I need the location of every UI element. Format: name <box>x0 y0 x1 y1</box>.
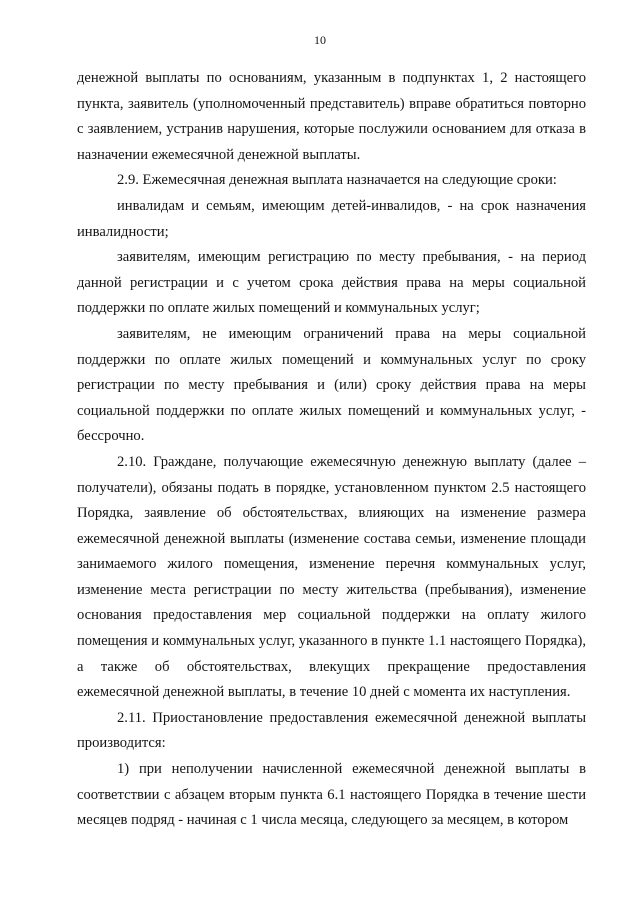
document-body <box>77 66 586 834</box>
paragraph-2-9: 2.9. Ежемесячная денежная выплата назначается на следующие сроки: <box>117 172 557 189</box>
paragraph-2-10: 2.10. Граждане, получающие ежемесячную денежную выплату (далее – получатели), обязаны подать в порядке, установленном пунктом 2.5 настоящего Порядка, заявление об обстоятельствах, влияющих на изменение размера ежемесячной денежной выплаты (изменение состава семьи, изменение площади занимаемого жилого помещения, изменение перечня коммунальных услуг, изменение места регистрации по месту жительства (пребывания), изменение основания предоставления мер социальной поддержки на оплату жилого помещения и коммунальных услуг, указанного в пункте 1.1 настоящего Порядка), а также об обстоятельствах, влекущих прекращение предоставления ежемесячной денежной выплаты, в течение 10 дней с момента их наступления. <box>77 453 586 701</box>
paragraph-invalids-term: инвалидам и семьям, имеющим детей-инвалидов, - на срок назначения инвалидности; <box>77 197 586 240</box>
paragraph-continuation: денежной выплаты по основаниям, указанным в подпунктах 1, 2 настоящего пункта, заявитель (уполномоченный представитель) вправе обратиться повторно с заявлением, устранив нарушения, которые послужили основанием для отказа в назначении ежемесячной денежной выплаты. <box>77 70 586 163</box>
paragraph-2-11: 2.11. Приостановление предоставления ежемесячной денежной выплаты производится: <box>77 709 586 752</box>
paragraph-2-11-item-1: 1) при неполучении начисленной ежемесячной денежной выплаты в соответствии с абзацем вторым пункта 6.1 настоящего Порядка в течение шести месяцев подряд - начиная с 1 числа месяца, следующего за месяцем, в котором <box>77 761 586 829</box>
page-number: 10 <box>314 33 326 47</box>
paragraph-temporary-registration-term: заявителям, имеющим регистрацию по месту пребывания, - на период данной регистрации и с учетом срока действия права на меры социальной поддержки по оплате жилых помещений и коммунальных услуг; <box>77 249 586 317</box>
paragraph-unlimited-term: заявителям, не имеющим ограничений права на меры социальной поддержки по оплате жилых помещений и коммунальных услуг по сроку регистрации по месту пребывания и (или) сроку действия права на меры социальной поддержки по оплате жилых помещений и коммунальных услуг, - бессрочно. <box>77 325 586 445</box>
